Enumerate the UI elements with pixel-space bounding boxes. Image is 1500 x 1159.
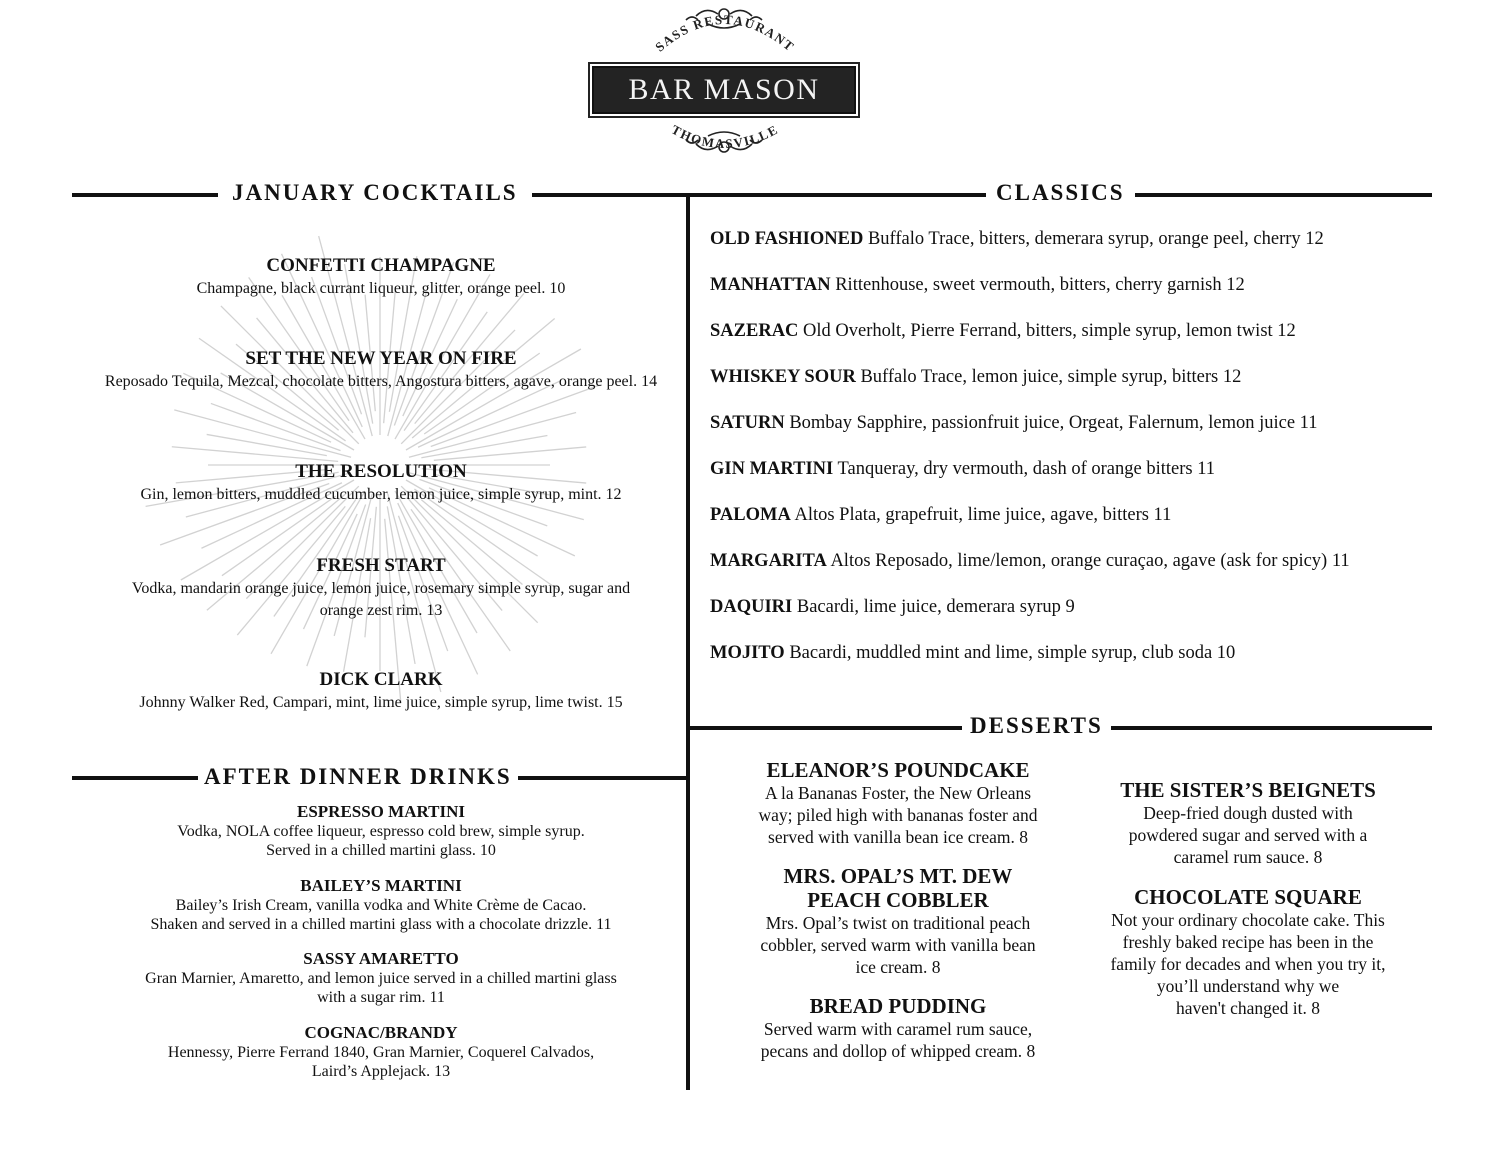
dessert-description: powdered sugar and served with a bbox=[1128, 825, 1368, 845]
cocktail-name: OLD FASHIONED bbox=[710, 229, 864, 249]
cocktail-name: FRESH START bbox=[316, 555, 446, 576]
list-item bbox=[72, 554, 690, 622]
dessert-name: PEACH COBBLER bbox=[807, 888, 989, 912]
dessert-description: freshly baked recipe has been in the bbox=[1122, 932, 1374, 952]
list-item bbox=[710, 640, 1440, 686]
drink-name: ESPRESSO MARTINI bbox=[296, 802, 466, 821]
cocktail-name: SET THE NEW YEAR ON FIRE bbox=[245, 348, 517, 369]
cocktail-description: Rittenhouse, sweet vermouth, bitters, cherry garnish 12 bbox=[835, 275, 1245, 295]
list-item bbox=[710, 364, 1440, 410]
dessert-beignets bbox=[1078, 778, 1418, 868]
dessert-description: Not your ordinary chocolate cake. This bbox=[1111, 910, 1385, 930]
list-item bbox=[72, 254, 690, 300]
dessert-poundcake bbox=[718, 758, 1078, 848]
list-item bbox=[710, 548, 1440, 594]
list-item bbox=[72, 347, 690, 393]
list-item bbox=[72, 949, 690, 1007]
cocktail-name: DICK CLARK bbox=[319, 669, 443, 690]
cocktail-description: Buffalo Trace, bitters, demerara syrup, orange peel, cherry 12 bbox=[867, 229, 1324, 249]
cocktail-name: SAZERAC bbox=[710, 321, 799, 341]
drink-description: Vodka, NOLA coffee liqueur, espresso cold brew, simple syrup. bbox=[177, 823, 585, 840]
list-item bbox=[710, 594, 1440, 640]
desserts-heading: DESSERTS bbox=[962, 712, 1111, 740]
dessert-description: ice cream. 8 bbox=[855, 957, 941, 977]
logo-top-arc-text: SASS RESTAURANT bbox=[652, 11, 798, 55]
drink-description: Bailey’s Irish Cream, vanilla vodka and White Crème de Cacao. bbox=[175, 897, 587, 914]
cocktail-name: THE RESOLUTION bbox=[295, 461, 467, 482]
drink-description: Gran Marnier, Amaretto, and lemon juice served in a chilled martini glass bbox=[145, 970, 617, 987]
dessert-description: A la Bananas Foster, the New Orleans bbox=[764, 783, 1032, 803]
list-item bbox=[710, 226, 1440, 272]
list-item bbox=[72, 802, 690, 860]
after-dinner-heading: AFTER DINNER DRINKS bbox=[198, 763, 518, 791]
dessert-description: pecans and dollop of whipped cream. 8 bbox=[760, 1041, 1036, 1061]
classics-heading: CLASSICS bbox=[986, 179, 1135, 207]
logo-bottom-arc-text: THOMASVILLE bbox=[668, 121, 781, 152]
list-item bbox=[72, 460, 690, 506]
logo-plate bbox=[592, 66, 856, 114]
drink-description: Shaken and served in a chilled martini glass with a chocolate drizzle. 11 bbox=[150, 916, 612, 933]
cocktail-name: WHISKEY SOUR bbox=[710, 367, 856, 387]
cocktail-name: GIN MARTINI bbox=[710, 459, 834, 479]
cocktail-name: DAQUIRI bbox=[710, 597, 793, 617]
dessert-bread-pudding bbox=[718, 994, 1078, 1062]
dessert-description: cobbler, served warm with vanilla bean bbox=[760, 935, 1036, 955]
list-item bbox=[710, 272, 1440, 318]
dessert-description: way; piled high with bananas foster and bbox=[758, 805, 1038, 825]
list-item bbox=[72, 1023, 690, 1081]
list-item bbox=[72, 668, 690, 714]
dessert-name: ELEANOR’S POUNDCAKE bbox=[766, 758, 1030, 782]
cocktail-description: Gin, lemon bitters, muddled cucumber, lemon juice, simple syrup, mint. 12 bbox=[140, 486, 622, 503]
drink-name: BAILEY’S MARTINI bbox=[300, 876, 462, 895]
dessert-description: Deep-fried dough dusted with bbox=[1143, 803, 1353, 823]
drink-description: Laird’s Applejack. 13 bbox=[311, 1063, 451, 1080]
cocktail-description: Bacardi, lime juice, demerara syrup 9 bbox=[796, 597, 1075, 617]
cocktail-description: Reposado Tequila, Mezcal, chocolate bitters, Angostura bitters, agave, orange peel. 14 bbox=[104, 373, 658, 390]
cocktail-name: MARGARITA bbox=[710, 551, 827, 571]
cocktail-description: Buffalo Trace, lemon juice, simple syrup, bitters 12 bbox=[860, 367, 1242, 387]
dessert-description: Served warm with caramel rum sauce, bbox=[763, 1019, 1033, 1039]
dessert-name: CHOCOLATE SQUARE bbox=[1134, 885, 1362, 909]
dessert-chocolate-square bbox=[1078, 885, 1418, 1019]
drink-name: SASSY AMARETTO bbox=[303, 949, 459, 968]
cocktail-description: Bacardi, muddled mint and lime, simple syrup, club soda 10 bbox=[789, 643, 1236, 663]
cocktail-description: Vodka, mandarin orange juice, lemon juice, rosemary simple syrup, sugar and orange zest rim. 13 bbox=[131, 580, 631, 619]
cocktail-name: MOJITO bbox=[710, 643, 785, 663]
bar-mason-logo bbox=[588, 4, 860, 158]
cocktail-name: PALOMA bbox=[710, 505, 791, 525]
list-item bbox=[710, 318, 1440, 364]
cocktail-name: CONFETTI CHAMPAGNE bbox=[266, 255, 496, 276]
cocktail-description: Old Overholt, Pierre Ferrand, bitters, simple syrup, lemon twist 12 bbox=[803, 321, 1296, 341]
restaurant-name: BAR MASON bbox=[628, 73, 820, 106]
cocktail-description: Altos Reposado, lime/lemon, orange curaçao, agave (ask for spicy) 11 bbox=[830, 551, 1350, 571]
list-item bbox=[710, 502, 1440, 548]
dessert-description: family for decades and when you try it, bbox=[1110, 954, 1386, 974]
dessert-name: BREAD PUDDING bbox=[809, 994, 987, 1018]
dessert-description: you’ll understand why we bbox=[1156, 976, 1340, 996]
january-cocktails-heading: JANUARY COCKTAILS bbox=[218, 179, 532, 207]
list-item bbox=[72, 876, 690, 934]
dessert-name: MRS. OPAL’S MT. DEW bbox=[783, 864, 1013, 888]
list-item bbox=[710, 456, 1440, 502]
drink-description: Served in a chilled martini glass. 10 bbox=[266, 842, 496, 859]
dessert-description: haven't changed it. 8 bbox=[1175, 998, 1321, 1018]
dessert-description: caramel rum sauce. 8 bbox=[1173, 847, 1323, 867]
dessert-description: served with vanilla bean ice cream. 8 bbox=[768, 827, 1028, 847]
dessert-name: THE SISTER’S BEIGNETS bbox=[1120, 778, 1376, 802]
cocktail-name: MANHATTAN bbox=[710, 275, 831, 295]
cocktail-description: Bombay Sapphire, passionfruit juice, Orgeat, Falernum, lemon juice 11 bbox=[789, 413, 1318, 433]
classics-list bbox=[710, 226, 1440, 686]
cocktail-description: Altos Plata, grapefruit, lime juice, agave, bitters 11 bbox=[794, 505, 1172, 525]
cocktail-description: Johnny Walker Red, Campari, mint, lime juice, simple syrup, lime twist. 15 bbox=[139, 694, 623, 711]
dessert-cobbler bbox=[718, 864, 1078, 978]
list-item bbox=[710, 410, 1440, 456]
cocktail-name: SATURN bbox=[710, 413, 785, 433]
drink-description: Hennessy, Pierre Ferrand 1840, Gran Marnier, Coquerel Calvados, bbox=[167, 1044, 595, 1061]
cocktail-description: Champagne, black currant liqueur, glitter, orange peel. 10 bbox=[196, 280, 566, 297]
drink-description: with a sugar rim. 11 bbox=[317, 989, 445, 1006]
drink-name: COGNAC/BRANDY bbox=[304, 1023, 458, 1042]
dessert-description: Mrs. Opal’s twist on traditional peach bbox=[765, 913, 1031, 933]
cocktail-description: Tanqueray, dry vermouth, dash of orange bitters 11 bbox=[837, 459, 1216, 479]
